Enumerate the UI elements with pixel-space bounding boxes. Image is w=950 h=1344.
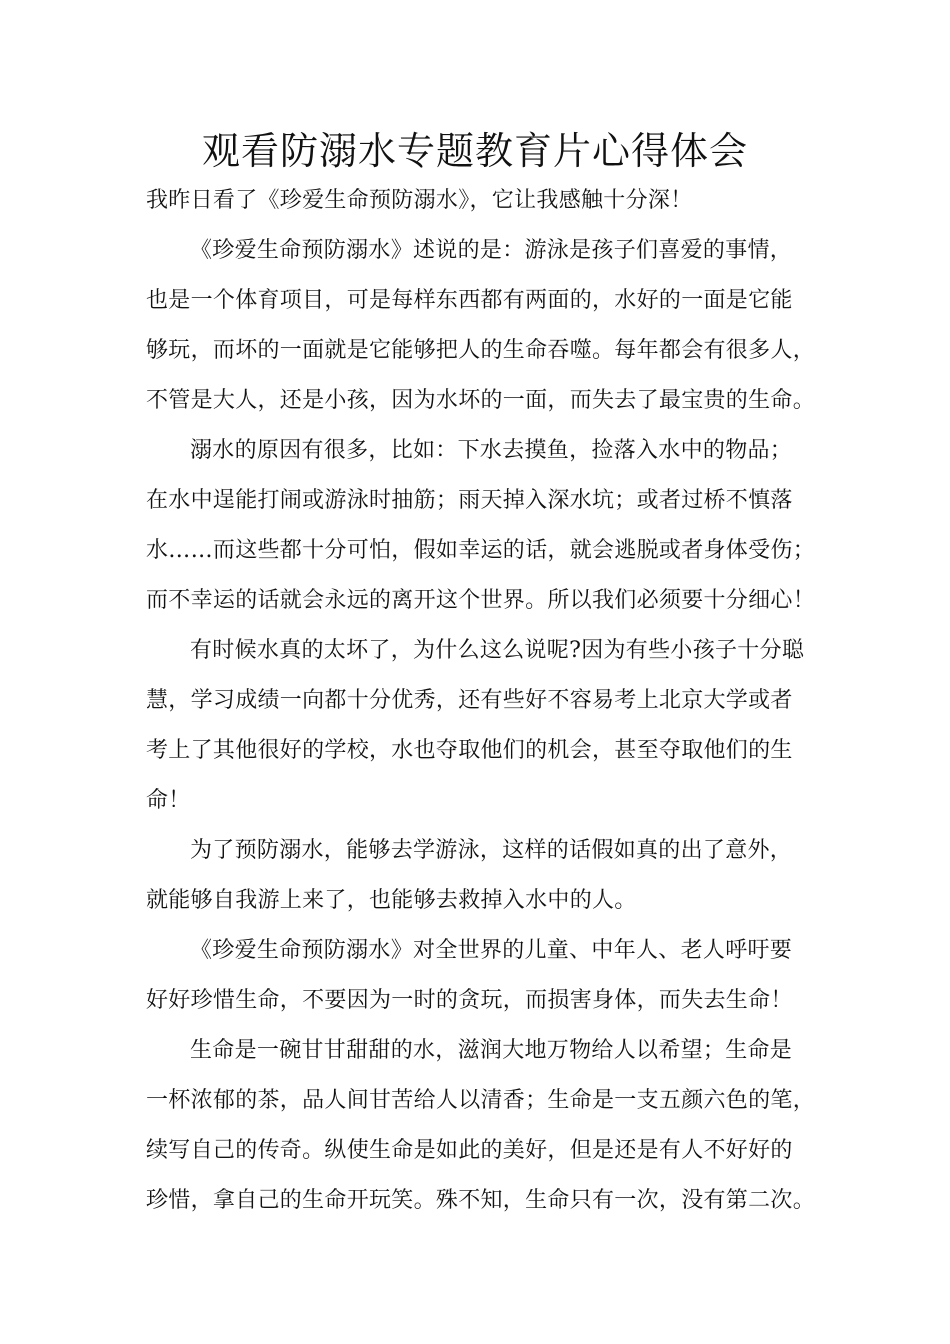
paragraph-line: 生命是一碗甘甘甜甜的水，滋润大地万物给人以希望；生命是 [190,1038,793,1063]
paragraph-line: 珍惜，拿自己的生命开玩笑。殊不知，生命只有一次，没有第二次。 [146,1188,816,1213]
paragraph-line: 一杯浓郁的茶，品人间甘苦给人以清香；生命是一支五颜六色的笔， [146,1088,816,1113]
paragraph-line: 《珍爱生命预防溺水》述说的是：游泳是孩子们喜爱的事情， [190,238,793,263]
paragraph-line: 命！ [146,788,191,813]
paragraph-line: 就能够自我游上来了，也能够去救掉入水中的人。 [146,888,637,913]
paragraph-line: 水……而这些都十分可怕，假如幸运的话，就会逃脱或者身体受伤； [146,538,816,563]
paragraph-line: 为了预防溺水，能够去学游泳，这样的话假如真的出了意外， [190,838,793,863]
paragraph-line: 好好珍惜生命，不要因为一时的贪玩，而损害身体，而失去生命！ [146,988,793,1013]
paragraph-line: 在水中逞能打闹或游泳时抽筋；雨天掉入深水坑；或者过桥不慎落 [146,488,793,513]
paragraph-line: 我昨日看了《珍爱生命预防溺水》，它让我感触十分深！ [146,188,693,213]
document-title: 观看防溺水专题教育片心得体会 [201,129,748,173]
paragraph-line: 不管是大人，还是小孩，因为水坏的一面，而失去了最宝贵的生命。 [146,388,816,413]
paragraph-line: 续写自己的传奇。纵使生命是如此的美好，但是还是有人不好好的 [146,1138,793,1163]
paragraph-line: 《珍爱生命预防溺水》对全世界的儿童、中年人、老人呼吁要 [190,938,793,963]
paragraph-line: 而不幸运的话就会永远的离开这个世界。所以我们必须要十分细心！ [146,588,816,613]
paragraph-line: 也是一个体育项目，可是每样东西都有两面的，水好的一面是它能 [146,288,793,313]
paragraph-line: 有时候水真的太坏了，为什么这么说呢?因为有些小孩子十分聪 [190,638,805,663]
paragraph-line: 考上了其他很好的学校，水也夺取他们的机会，甚至夺取他们的生 [146,738,793,763]
paragraph-line: 慧，学习成绩一向都十分优秀，还有些好不容易考上北京大学或者 [146,688,793,713]
paragraph-line: 溺水的原因有很多，比如：下水去摸鱼，捡落入水中的物品； [190,438,793,463]
paragraph-line: 够玩，而坏的一面就是它能够把人的生命吞噬。每年都会有很多人， [146,338,816,363]
